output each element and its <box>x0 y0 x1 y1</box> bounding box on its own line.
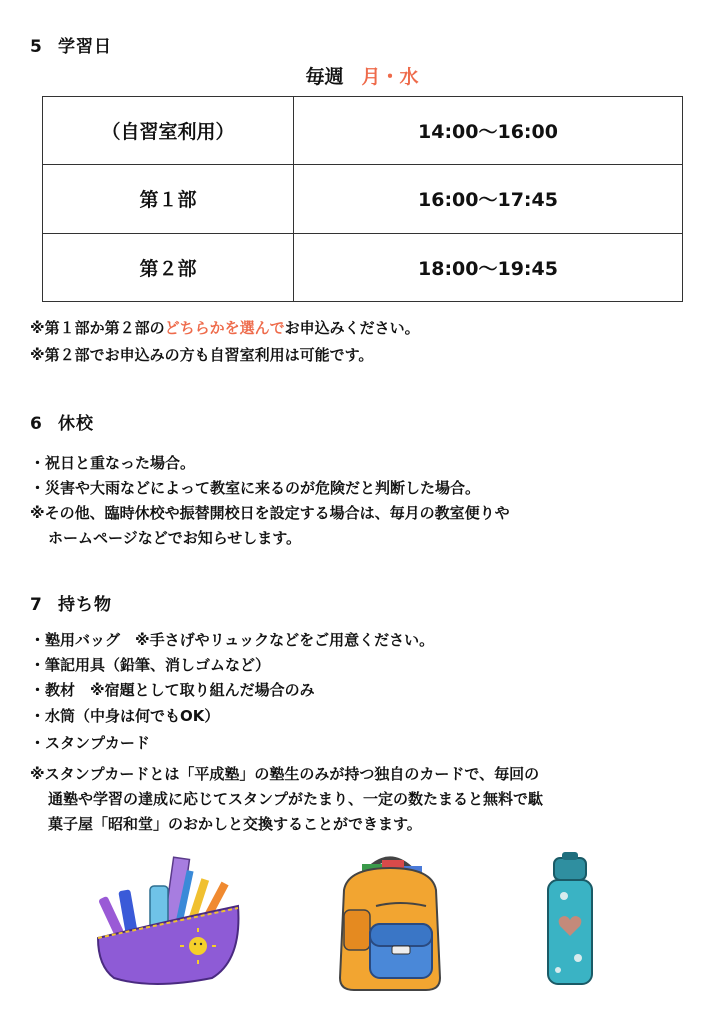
list-item: ・筆記用具（鉛筆、消しゴムなど） <box>30 656 271 674</box>
schedule-time: 14:00〜16:00 <box>294 97 683 165</box>
list-item: ・スタンプカード <box>30 734 150 752</box>
weekly-days: 毎週 月・水 <box>305 66 419 88</box>
list-item: ※スタンプカードとは「平成塾」の塾生のみが持つ独自のカードで、毎回の <box>30 765 540 783</box>
list-item: ※その他、臨時休校や振替開校日を設定する場合は、毎月の教室便りや <box>30 504 510 522</box>
table-row <box>43 165 683 233</box>
list-item-continuation: 通塾や学習の達成に応じてスタンプがたまり、一定の数たまると無料で駄 <box>48 790 544 808</box>
table-row <box>43 97 683 165</box>
list-item-continuation: 菓子屋「昭和堂」のおかしと交換することができます。 <box>48 815 422 833</box>
schedule-time: 18:00〜19:45 <box>294 233 683 301</box>
section7-title: 7 持ち物 <box>30 595 112 615</box>
list-item: ・教材 ※宿題として取り組んだ場合のみ <box>30 681 315 699</box>
schedule-note-2: ※第２部でお申込みの方も自習室利用は可能です。 <box>30 346 374 364</box>
schedule-table <box>42 96 683 302</box>
schedule-label: （自習室利用） <box>43 97 294 165</box>
list-item: ・災害や大雨などによって教室に来るのが危険だと判断した場合。 <box>30 479 481 497</box>
list-item: ・祝日と重なった場合。 <box>30 454 196 472</box>
section5-title: 5 学習日 <box>30 37 112 57</box>
pencil-case-icon <box>92 850 252 990</box>
weekly-days-value: 月・水 <box>361 66 419 88</box>
schedule-time: 16:00〜17:45 <box>294 165 683 233</box>
schedule-note-1: ※第１部か第２部のどちらかを選んでお申込みください。 <box>30 319 420 337</box>
highlight-text: どちらかを選んで <box>164 319 285 337</box>
list-item: ・水筒（中身は何でもOK） <box>30 707 220 725</box>
schedule-label: 第１部 <box>43 165 294 233</box>
section6-title: 6 休校 <box>30 414 94 434</box>
water-bottle-icon <box>540 850 600 990</box>
list-item-continuation: ホームページなどでお知らせします。 <box>48 529 302 547</box>
list-item: ・塾用バッグ ※手さげやリュックなどをご用意ください。 <box>30 631 435 649</box>
table-row <box>43 233 683 301</box>
backpack-icon <box>330 850 450 995</box>
schedule-label: 第２部 <box>43 233 294 301</box>
